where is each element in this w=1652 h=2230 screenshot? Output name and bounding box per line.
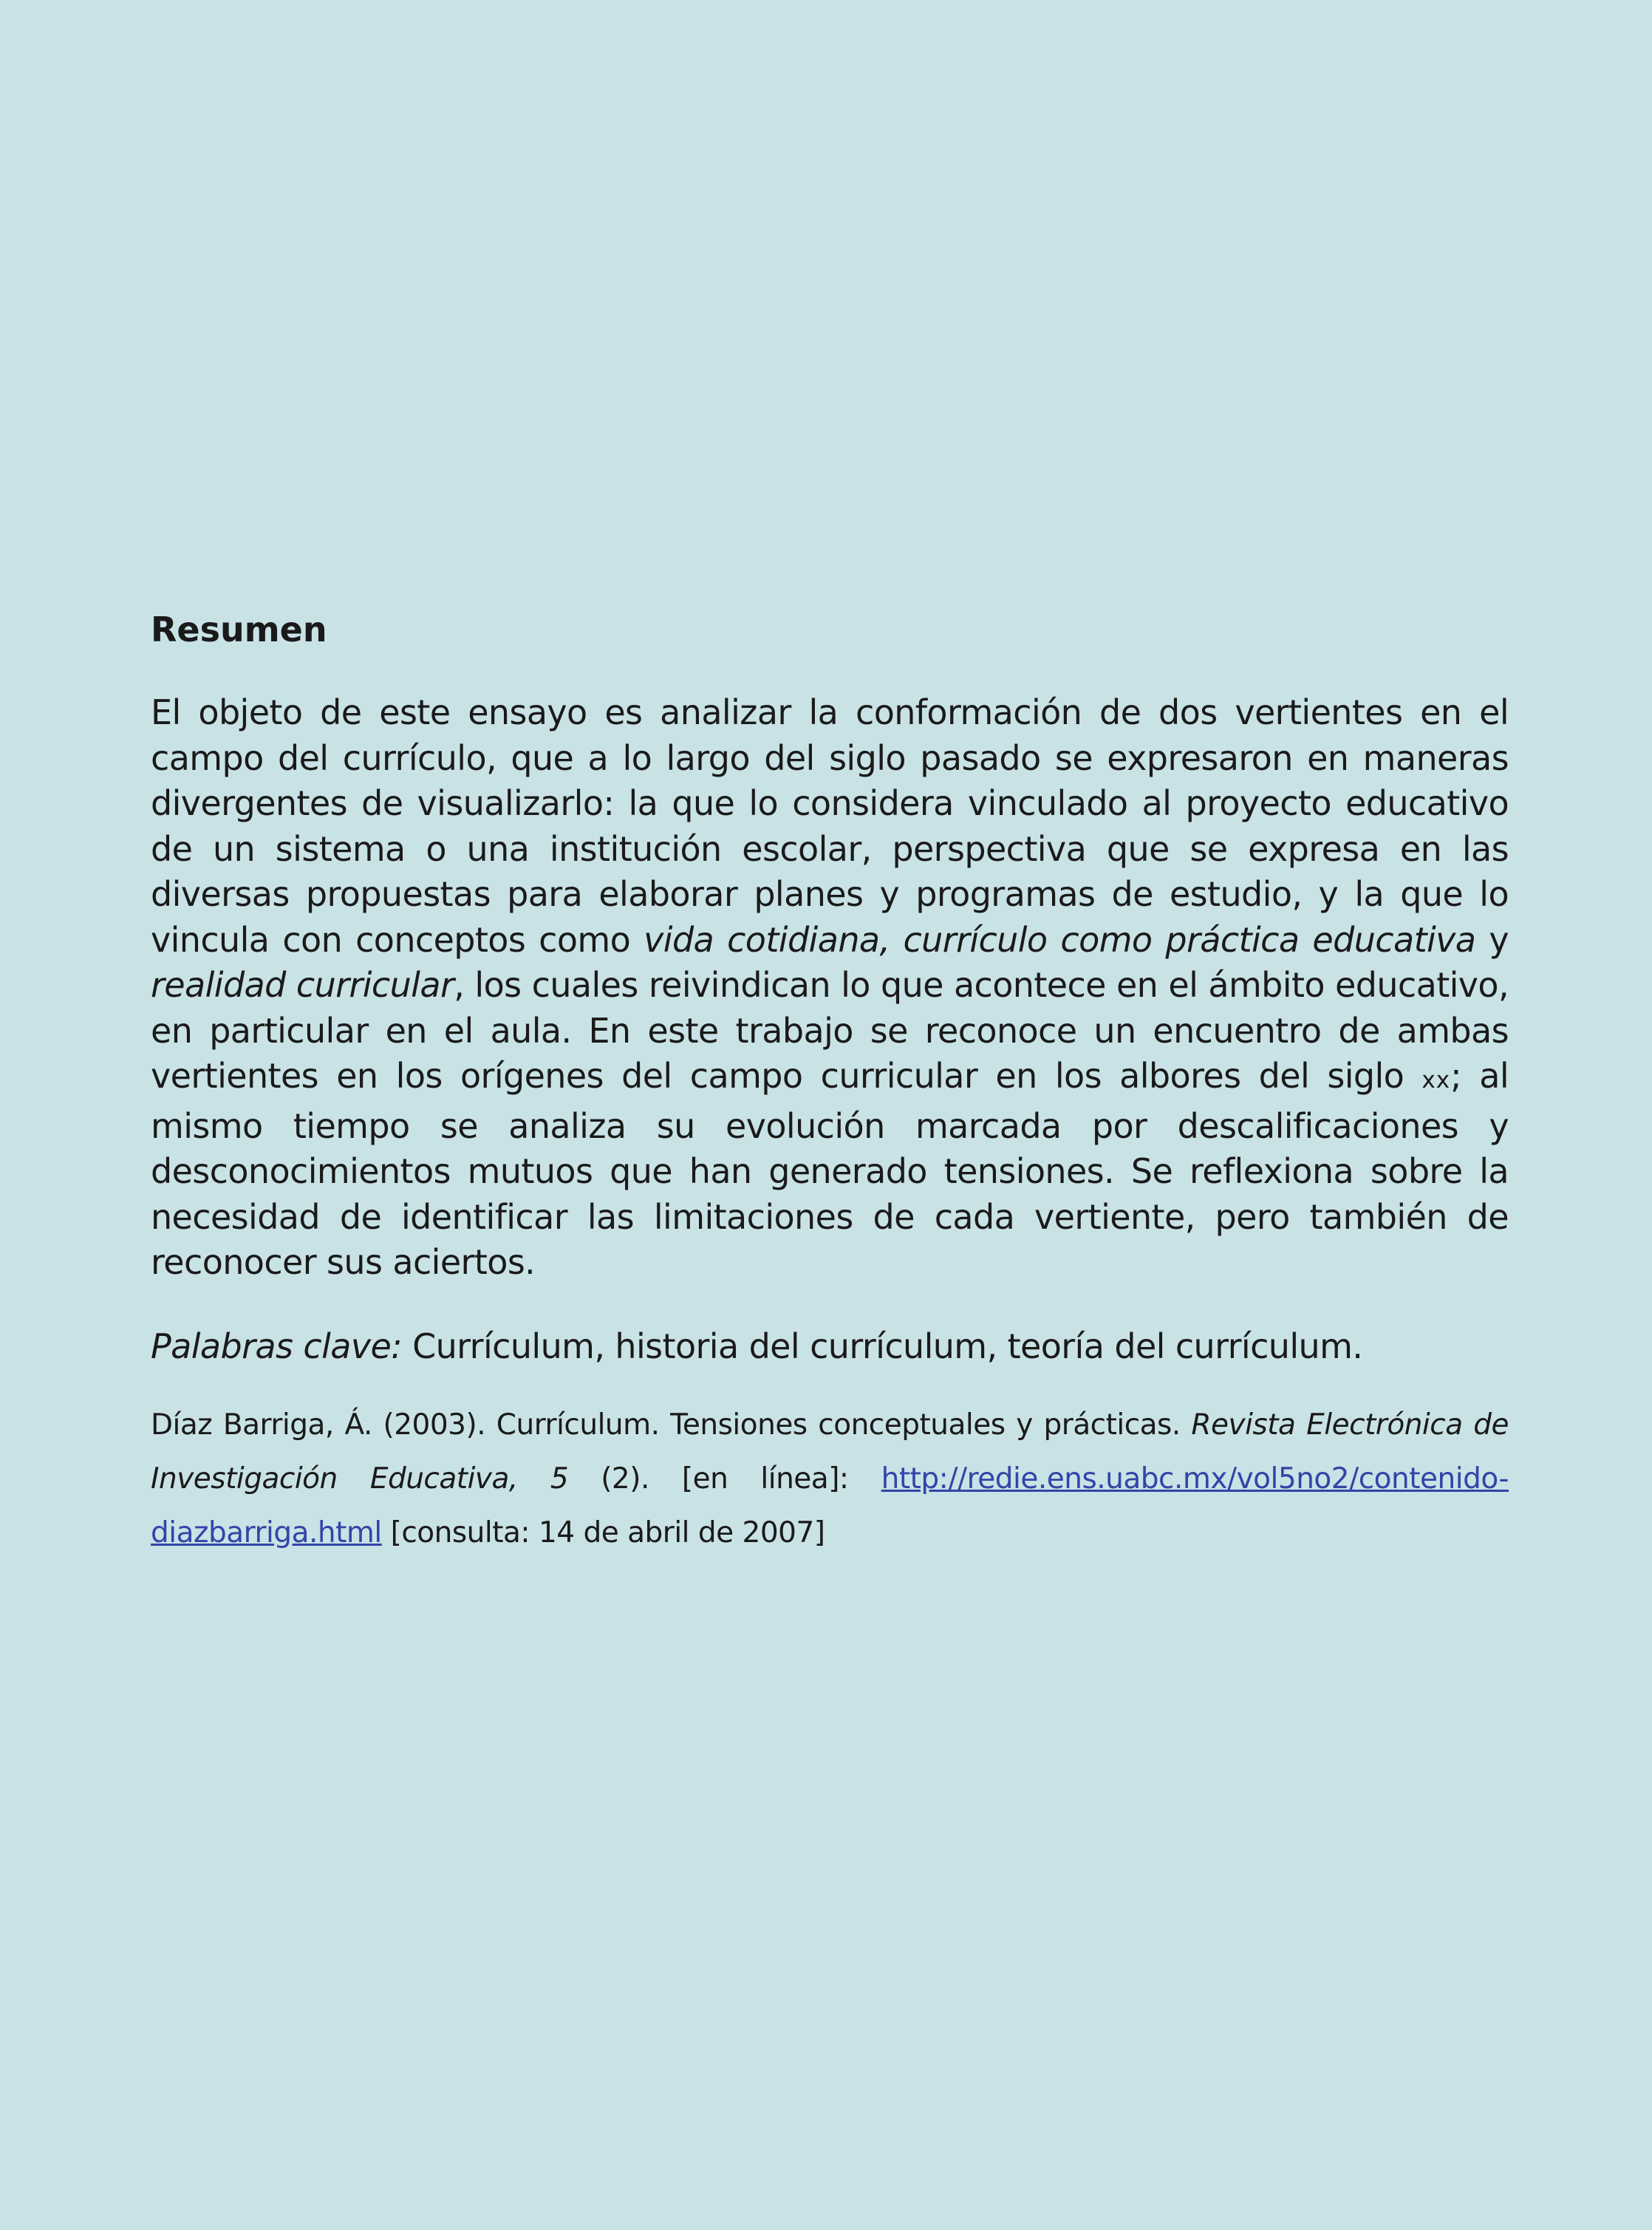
citation-journal: Revista Electrónica de Investigación Educativa, 5 [151,1408,1509,1496]
citation-issue: (2). [en línea]: [568,1462,881,1496]
citation-authors-title: Díaz Barriga, Á. (2003). Currículum. Tensiones conceptuales y prácticas. [151,1408,1192,1442]
keywords-text: Currículum, historia del currículum, teoría del currículum. [402,1326,1363,1366]
abstract-italic-concepts: vida cotidiana, currículo como práctica educativa [644,919,1476,960]
abstract-text-2: y [1475,919,1509,960]
citation-url-link[interactable]: http://redie.ens.uabc.mx/vol5no2/contenido-diazbarriga.html [151,1462,1509,1549]
document-content [151,607,1509,1560]
citation-consulted-date: [consulta: 14 de abril de 2007] [381,1515,825,1549]
abstract-text-4: ; al mismo tiempo se analiza su evolución marcada por descalificaciones y desconocimientos mutuos que han generado tensiones. Se reflexiona sobre la necesidad de identificar las limitaciones de cada vertiente, pero también de reconocer sus aciertos. [151,1056,1509,1282]
century-numeral: xx [1421,1067,1451,1094]
keywords-line [151,1324,1509,1368]
abstract-heading: Resumen [151,610,327,649]
abstract-text-1: El objeto de este ensayo es analizar la conformación de dos vertientes en el campo del currículo, que a lo largo del siglo pasado se expresaron en maneras divergentes de visualizarlo: la que lo considera vinculado al proyecto educativo de un sistema o una institución escolar, perspectiva que se expresa en las diversas propuestas para elaborar planes y programas de estudio, y la que lo vincula con conceptos como [151,692,1509,960]
keywords-label: Palabras clave: [151,1326,403,1366]
abstract-paragraph [151,690,1509,1286]
citation [151,1398,1509,1560]
abstract-italic-realidad: realidad curricular [151,965,454,1005]
abstract-text-3: , los cuales reivindican lo que acontece en el ámbito educativo, en particular en el aula. En este trabajo se reconoce un encuentro de ambas vertientes en los orígenes del campo curricular en los albores del siglo [151,965,1509,1096]
